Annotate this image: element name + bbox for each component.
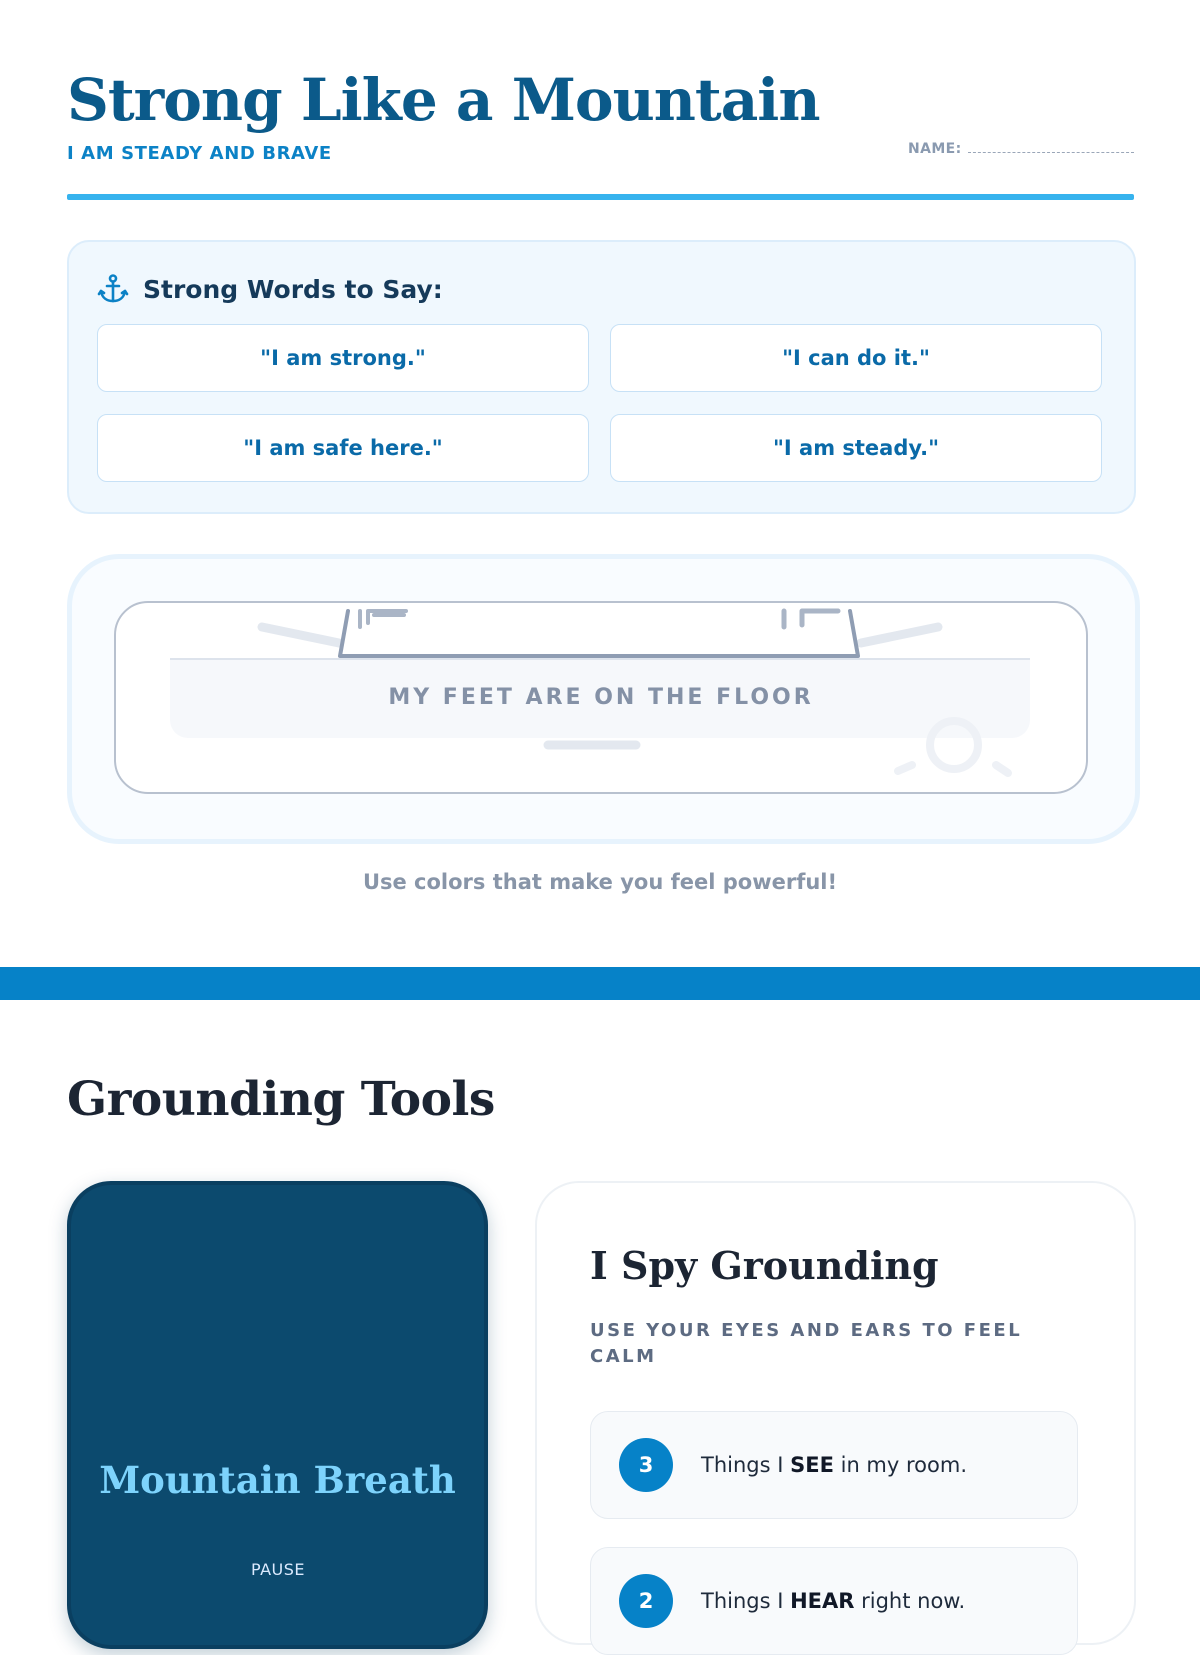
- i-spy-title: I Spy Grounding: [590, 1243, 939, 1288]
- section-title: Grounding Tools: [67, 1072, 495, 1127]
- strong-words-heading: [97, 273, 443, 305]
- phrase-card: "I am steady.": [610, 414, 1102, 482]
- name-blank-line[interactable]: [968, 152, 1134, 153]
- section-divider-band: [0, 967, 1200, 1000]
- i-spy-item-text: Things I SEE in my room.: [701, 1453, 967, 1477]
- name-field[interactable]: [908, 137, 1134, 157]
- pause-button[interactable]: PAUSE: [223, 1555, 333, 1583]
- i-spy-subtitle: USE YOUR EYES AND EARS TO FEEL CALM: [590, 1320, 1023, 1367]
- anchor-icon: [97, 273, 129, 305]
- phrase-card: "I can do it.": [610, 324, 1102, 392]
- strong-words-heading-text: Strong Words to Say:: [143, 274, 443, 304]
- floor-label: MY FEET ARE ON THE FLOOR: [388, 685, 814, 710]
- header-divider: [67, 194, 1134, 200]
- i-spy-item-see: [590, 1411, 1078, 1519]
- count-badge: 2: [619, 1574, 673, 1628]
- page-subtitle: I AM STEADY AND BRAVE: [67, 143, 332, 164]
- coloring-caption: Use colors that make you feel powerful!: [362, 870, 838, 894]
- coloring-area[interactable]: [114, 601, 1088, 794]
- count-badge: 3: [619, 1438, 673, 1492]
- i-spy-item-text: Things I HEAR right now.: [701, 1589, 966, 1613]
- phrase-card: "I am strong.": [97, 324, 589, 392]
- phrase-card: "I am safe here.": [97, 414, 589, 482]
- mountain-breath-title: Mountain Breath: [99, 1458, 456, 1502]
- name-label: NAME:: [908, 141, 962, 157]
- i-spy-item-hear: [590, 1547, 1078, 1655]
- page-title: Strong Like a Mountain: [67, 66, 820, 134]
